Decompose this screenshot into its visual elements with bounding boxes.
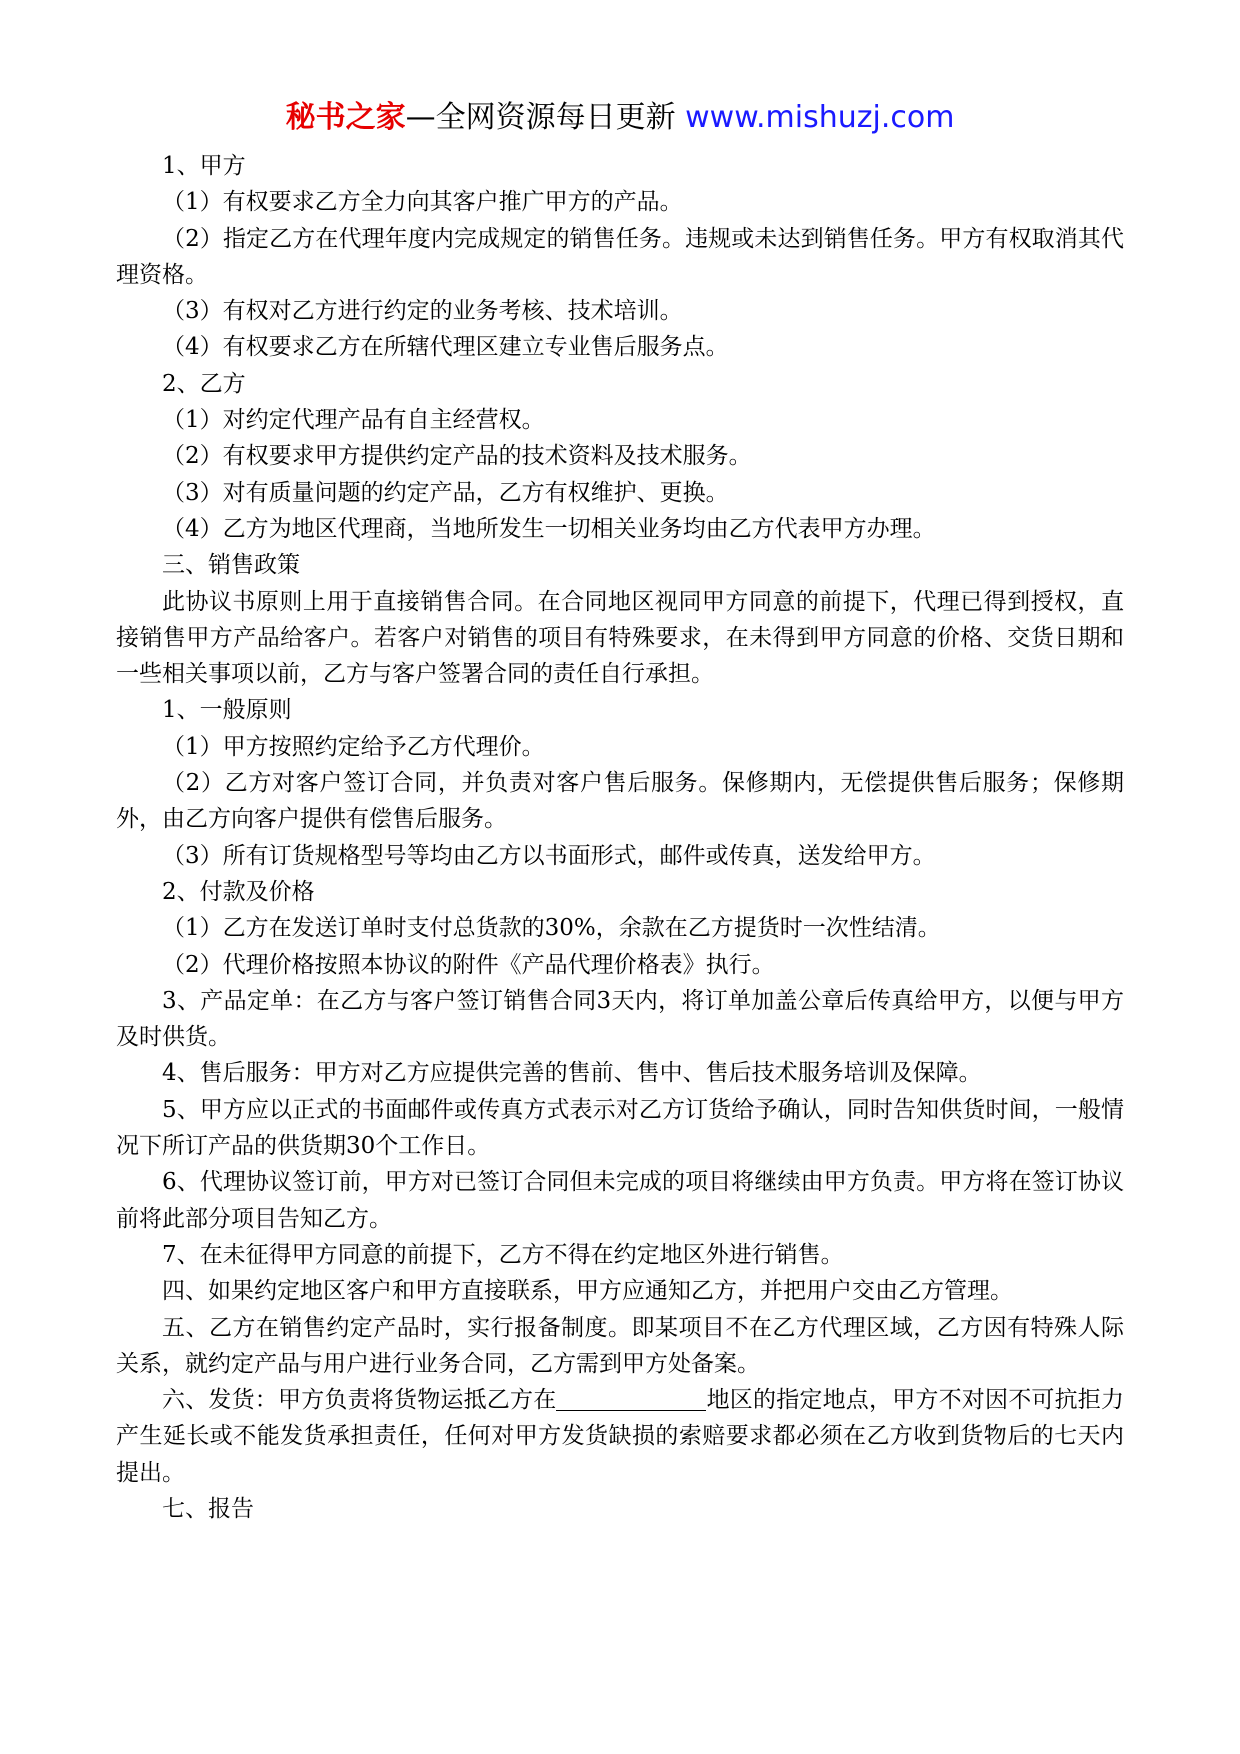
clause-text: （2）指定乙方在代理年度内完成规定的销售任务。违规或未达到销售任务。甲方有权取消其代理资格。: [116, 225, 1124, 288]
clause-text: 4、售后服务：甲方对乙方应提供完善的售前、售中、售后技术服务培训及保障。: [162, 1060, 982, 1087]
delivery-clause: [116, 1382, 1124, 1491]
section-heading-party-a: 1、甲方: [162, 153, 246, 179]
clause-text: （3）有权对乙方进行约定的业务考核、技术培训。: [162, 298, 683, 325]
clause-text: 6、代理协议签订前，甲方对已签订合同但未完成的项目将继续由甲方负责。甲方将在签订协议前将此部分项目告知乙方。: [116, 1169, 1124, 1232]
clause-text: 四、如果约定地区客户和甲方直接联系，甲方应通知乙方，并把用户交由乙方管理。: [162, 1278, 1013, 1305]
clause-text: （4）有权要求乙方在所辖代理区建立专业售后服务点。: [162, 334, 729, 361]
section-heading-payment: 2、付款及价格: [162, 878, 315, 905]
section-heading-party-b: 2、乙方: [162, 370, 246, 397]
site-brand: 秘书之家: [285, 100, 406, 135]
clause-text: （1）有权要求乙方全力向其客户推广甲方的产品。: [162, 189, 683, 216]
clause-text: （2）有权要求甲方提供约定产品的技术资料及技术服务。: [162, 443, 752, 470]
clause-text: （1）甲方按照约定给予乙方代理价。: [162, 733, 545, 760]
clause-text: （1）乙方在发送订单时支付总货款的30%，余款在乙方提货时一次性结清。: [162, 915, 941, 942]
clause-text: 五、乙方在销售约定产品时，实行报备制度。即某项目不在乙方代理区域，乙方因有特殊人际关系，就约定产品与用户进行业务合同，乙方需到甲方处备案。: [116, 1314, 1124, 1377]
clause-text: 7、在未征得甲方同意的前提下，乙方不得在约定地区外进行销售。: [162, 1241, 844, 1268]
delivery-text-after: 地区的指定地点，甲方不对因不可抗拒力产生延长或不能发货承担责任，任何对甲方发货缺损的索赔要求都必须在乙方收到货物后的七天内提出。: [116, 1387, 1125, 1486]
site-header: [0, 98, 1240, 138]
site-tagline: —全网资源每日更新: [405, 100, 676, 135]
clause-text: （2）代理价格按照本协议的附件《产品代理价格表》执行。: [162, 951, 775, 978]
clause-text: 3、产品定单：在乙方与客户签订销售合同3天内，将订单加盖公章后传真给甲方，以便与甲方及时供货。: [116, 987, 1124, 1051]
clause-text: 5、甲方应以正式的书面邮件或传真方式表示对乙方订货给予确认，同时告知供货时间，一般情况下所订产品的供货期30个工作日。: [116, 1096, 1124, 1160]
clause-text: （2）乙方对客户签订合同，并负责对客户售后服务。保修期内，无偿提供售后服务；保修期外，由乙方向客户提供有偿售后服务。: [116, 770, 1124, 833]
section-heading-general: 1、一般原则: [162, 697, 292, 724]
clause-text: （1）对约定代理产品有自主经营权。: [162, 407, 545, 434]
clause-text: （4）乙方为地区代理商，当地所发生一切相关业务均由乙方代表甲方办理。: [162, 515, 936, 542]
document-body: [116, 148, 1124, 1527]
clause-text: （3）对有质量问题的约定产品，乙方有权维护、更换。: [162, 479, 729, 506]
delivery-text-before: 六、发货：甲方负责将货物运抵乙方在: [162, 1387, 557, 1414]
region-blank-field[interactable]: [556, 1386, 706, 1411]
section-heading-sales-policy: 三、销售政策: [162, 552, 300, 579]
clause-text: 此协议书原则上用于直接销售合同。在合同地区视同甲方同意的前提下，代理已得到授权，直接销售甲方产品给客户。若客户对销售的项目有特殊要求，在未得到甲方同意的价格、交货日期和一些相关事项以前，乙方与客户签署合同的责任自行承担。: [116, 588, 1124, 688]
site-url-link[interactable]: www.mishuzj.com: [685, 100, 955, 135]
section-heading-report: 七、报告: [162, 1495, 254, 1522]
clause-text: （3）所有订货规格型号等均由乙方以书面形式，邮件或传真，送发给甲方。: [162, 842, 936, 869]
